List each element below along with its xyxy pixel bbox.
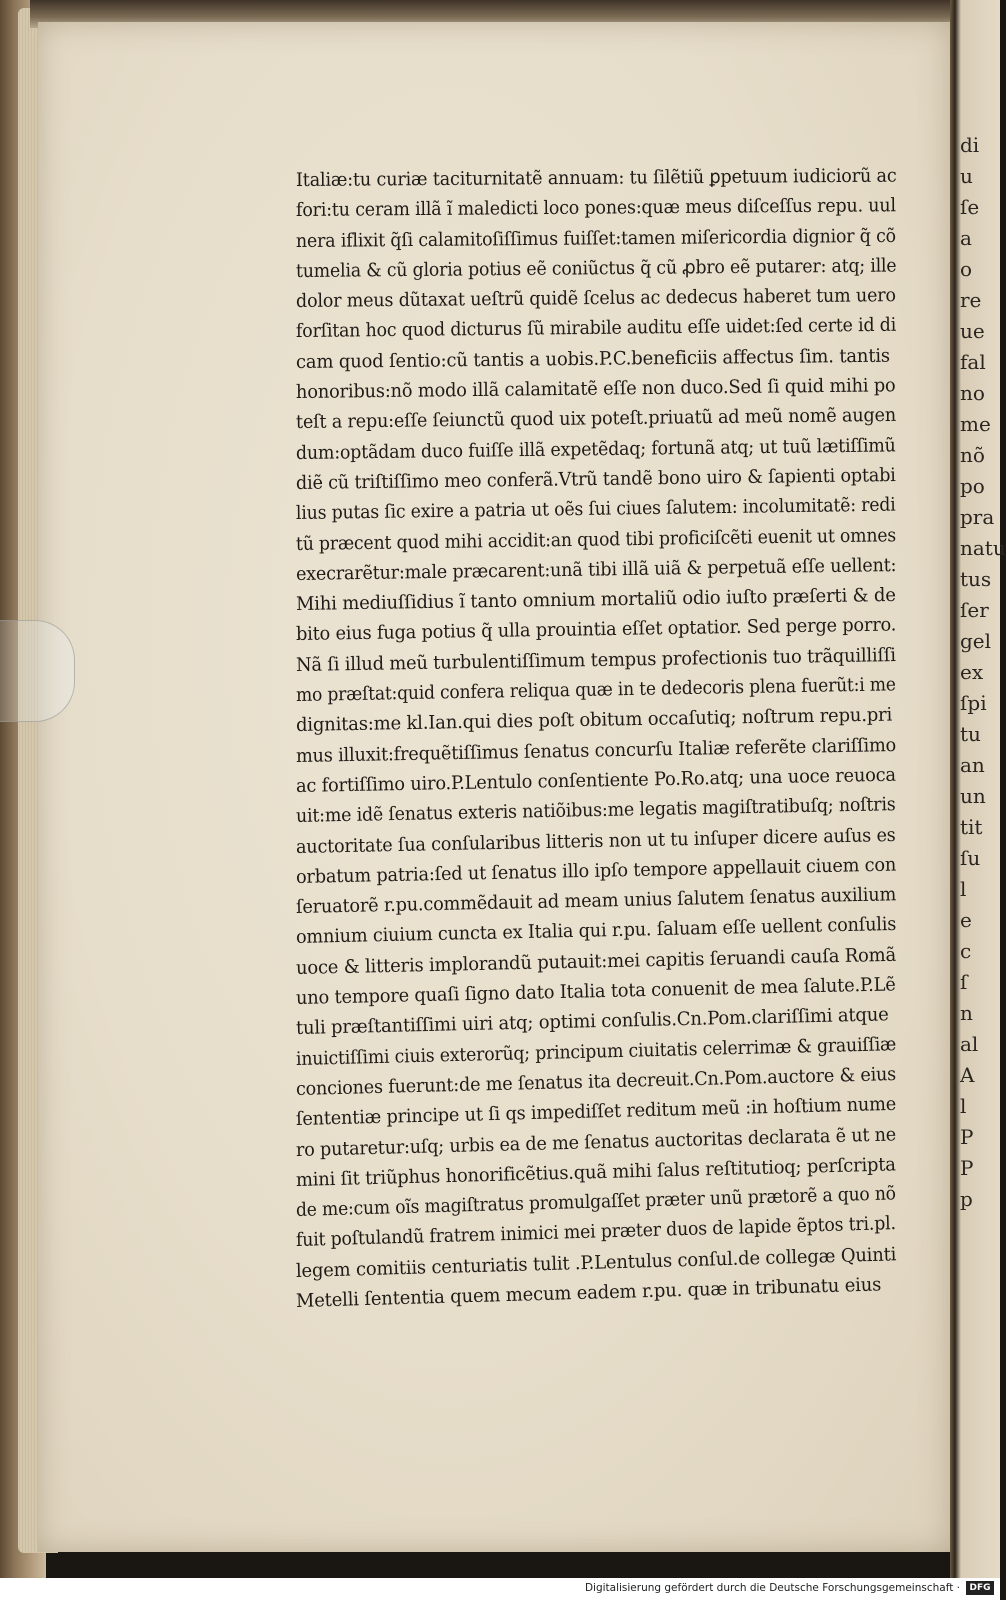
- facing-page-fragment-line: me: [960, 412, 991, 436]
- facing-page-fragment-line: di: [960, 133, 980, 157]
- text-line: mini ſit triũphus honorificẽtius.quã mihi ſalus reſtitutioq; perſcripta: [295, 1154, 896, 1191]
- facing-page-fragment-line: ſpi: [960, 691, 987, 715]
- text-line: diẽ cũ triſtiſſimo meo conferã.Vtrũ tandẽ bono uiro & ſapienti optabi: [295, 465, 896, 494]
- text-line: ſententiæ principe ut ſi qs impediſſet reditum meũ :in hoſtium nume: [295, 1094, 897, 1131]
- facing-page-fragment-line: gel: [960, 629, 992, 653]
- facing-page-fragment-line: tu: [960, 722, 981, 746]
- text-line: ro putaretur:uſq; urbis ea de me ſenatus auctoritas declarata ẽ ut ne: [295, 1123, 897, 1161]
- text-line: Metelli ſententia quem mecum eadem r.pu. quæ in tribunatu eius: [295, 1274, 882, 1312]
- text-line: tũ præcent quod mihi accidit:an quod tibi proficiſcẽti euenit ut omnes: [295, 524, 897, 555]
- text-line: auctoritate ſua conſularibus litteris non ut tu inſuper dicere auſus es: [295, 824, 896, 858]
- text-line: dignitas:me kl.Ian.qui dies poſt obitum occaſutiq; noſtrum repu.pri: [295, 704, 893, 737]
- text-line: ſeruatorẽ r.pu.commẽdauit ad meam unius ſalutem ſenatus auxilium: [295, 884, 897, 919]
- facing-page-fragment-line: ſu: [960, 846, 981, 870]
- facing-page-fragment-line: tit: [960, 815, 983, 839]
- text-line: orbatum patria:ſed ut ſenatus illo ipſo tempore appellauit ciuem con: [295, 854, 897, 888]
- text-line: execrarẽtur:male præcarent:unã tibi illã uiã & perpetuã eſſe uellent:: [295, 554, 897, 585]
- text-line: cam quod ſentio:cũ tantis a uobis.P.C.beneficiis affectus ſim. tantis: [295, 345, 891, 373]
- facing-page-fragment-line: re: [960, 288, 982, 312]
- incunable-text-column: [296, 166, 916, 1317]
- facing-page-fragment-line: un: [960, 784, 986, 808]
- text-line: Nã ſi illud meũ turbulentiſſimum tempus profectionis tuo trãquilliſſi: [295, 644, 896, 676]
- facing-page-fragment-line: natu: [960, 536, 1006, 560]
- text-line: uno tempore quaſi ſigno dato Italia tota conuenit de mea ſalute.P.Lẽ: [295, 974, 896, 1010]
- facing-page-fragment-line: ſer: [960, 598, 989, 622]
- facing-page-fragment-line: n: [960, 1001, 973, 1025]
- facing-page-fragment-line: a: [960, 226, 972, 250]
- facing-page-fragment-line: al: [960, 1032, 979, 1056]
- facing-page-fragment-line: A: [960, 1063, 975, 1087]
- text-line: fori:tu ceram illã ĩ maledicti loco pones:quæ meus diſceſſus repu. uul: [295, 195, 896, 222]
- text-line: teſt a repu:eſſe ſeiunctũ quod uix poteſt.priuatũ ad meũ nomẽ augen: [295, 405, 897, 434]
- facing-page-fragment-line: c: [960, 939, 972, 963]
- text-line: mus illuxit:frequẽtiſſimus ſenatus concurſu Italiæ referẽte clariſſimo: [295, 734, 897, 767]
- facing-page-fragment-line: e: [960, 908, 972, 932]
- text-line: dum:optãdam duco fuiſſe illã expetẽdaq; fortunã atq; ut tuũ lætiſſimũ: [295, 435, 896, 464]
- facing-page-fragment-line: ue: [960, 319, 985, 343]
- text-line: legem comitiis centuriatis tulit .P.Lentulus conſul.de collegæ Quinti: [295, 1243, 897, 1282]
- text-line: inuictiſſimi ciuis exterorũq; principum ciuitatis celerrimæ & grauiſſiæ: [295, 1033, 897, 1070]
- text-line: lius putas ſic exire a patria ut oẽs ſui ciues ſalutem: incolumitatẽ: redi: [295, 494, 896, 525]
- text-line: nera iflixit q̃ſi calamitoſiſſimus fuiſſet:tamen miſericordia dignior q̃ cõ: [295, 225, 896, 252]
- facing-page-fragment-line: ſe: [960, 195, 980, 219]
- text-line: bito eius fuga potius q̃ ulla prouintia eſſet optatior. Sed perge porro.: [295, 614, 897, 646]
- text-line: Italiæ:tu curiæ taciturnitatẽ annuam: tu ſilẽtiũ ꝑpetuum iudiciorũ ac: [295, 165, 897, 191]
- text-line: omnium ciuium cuncta ex Italia qui r.pu. ſaluam eſſe uellent conſulis: [295, 914, 897, 949]
- facing-page-fragment-line: P: [960, 1125, 974, 1149]
- facing-page-fragment-line: p: [960, 1187, 973, 1211]
- text-line: uoce & litteris implorandũ putauit:mei capitis ſeruandi cauſa Romã: [295, 944, 897, 979]
- facing-page-fragment-line: u: [960, 164, 973, 188]
- text-line: mo præſtat:quid confera reliqua quæ in te dedecoris plena fuerũt:i me: [295, 674, 896, 707]
- text-line: Mihi mediuſſidius ĩ tanto omnium mortaliũ odio iuſto præſerti & de: [295, 585, 896, 616]
- facing-page-fragment-line: pra: [960, 505, 995, 529]
- facing-page-fragment-line: P: [960, 1156, 974, 1180]
- text-line: de me:cum oĩs magiſtratus promulgaſſet præter unũ prætorẽ a quo nõ: [295, 1183, 897, 1222]
- text-line: ac fortiſſimo uiro.P.Lentulo conſentiente Po.Ro.atq; una uoce reuoca: [295, 764, 897, 797]
- text-line: forſitan hoc quod dicturus ſũ mirabile auditu eſſe uidet:ſed certe id di: [295, 315, 897, 343]
- facing-page-fragment-line: tus: [960, 567, 992, 591]
- text-line: honoribus:nõ modo illã calamitatẽ eſſe non duco.Sed ſi quid mihi po: [295, 375, 896, 404]
- text-line: fuit poſtulandũ fratrem inimici mei præter duos de lapide ẽptos tri.pl.: [295, 1213, 897, 1252]
- facing-page-fragment-line: po: [960, 474, 985, 498]
- facing-page-fragment-line: o: [960, 257, 973, 281]
- facing-page-fragment-line: l: [960, 877, 967, 901]
- page-clip: [0, 620, 75, 722]
- text-line: uit:me idẽ ſenatus exteris natiõibus:me legatis magiſtratibuſq; noſtris: [295, 794, 896, 828]
- facing-page-fragment-line: nõ: [960, 443, 985, 467]
- text-line: tuli præſtantiſſimi uiri atq; optimi conſulis.Cn.Pom.clariſſimi atque: [295, 1004, 889, 1040]
- facing-page-fragment-line: ſ: [960, 970, 968, 994]
- text-line: conciones fuerunt:de me ſenatus ita decreuit.Cn.Pom.auctore & eius: [295, 1063, 897, 1100]
- facing-page-fragment-line: l: [960, 1094, 967, 1118]
- facing-page-fragment-line: no: [960, 381, 985, 405]
- dfg-logo: DFG: [966, 1581, 994, 1595]
- facing-page-fragment-line: ex: [960, 660, 984, 684]
- text-line: tumelia & cũ gloria potius eẽ coniũctus q̃ cũ ꝓbro eẽ putarer: atq; ille: [295, 255, 897, 282]
- facing-page-fragment-line: fal: [960, 350, 986, 374]
- facing-page-fragment-line: an: [960, 753, 985, 777]
- text-line: dolor meus dũtaxat ueſtrũ quidẽ ſcelus ac dedecus haberet tum uero: [295, 285, 896, 313]
- funding-credit: Digitalisierung gefördert durch die Deutsche Forschungsgemeinschaft ·: [584, 1582, 960, 1594]
- facing-page-text-fragment: [960, 130, 1006, 1230]
